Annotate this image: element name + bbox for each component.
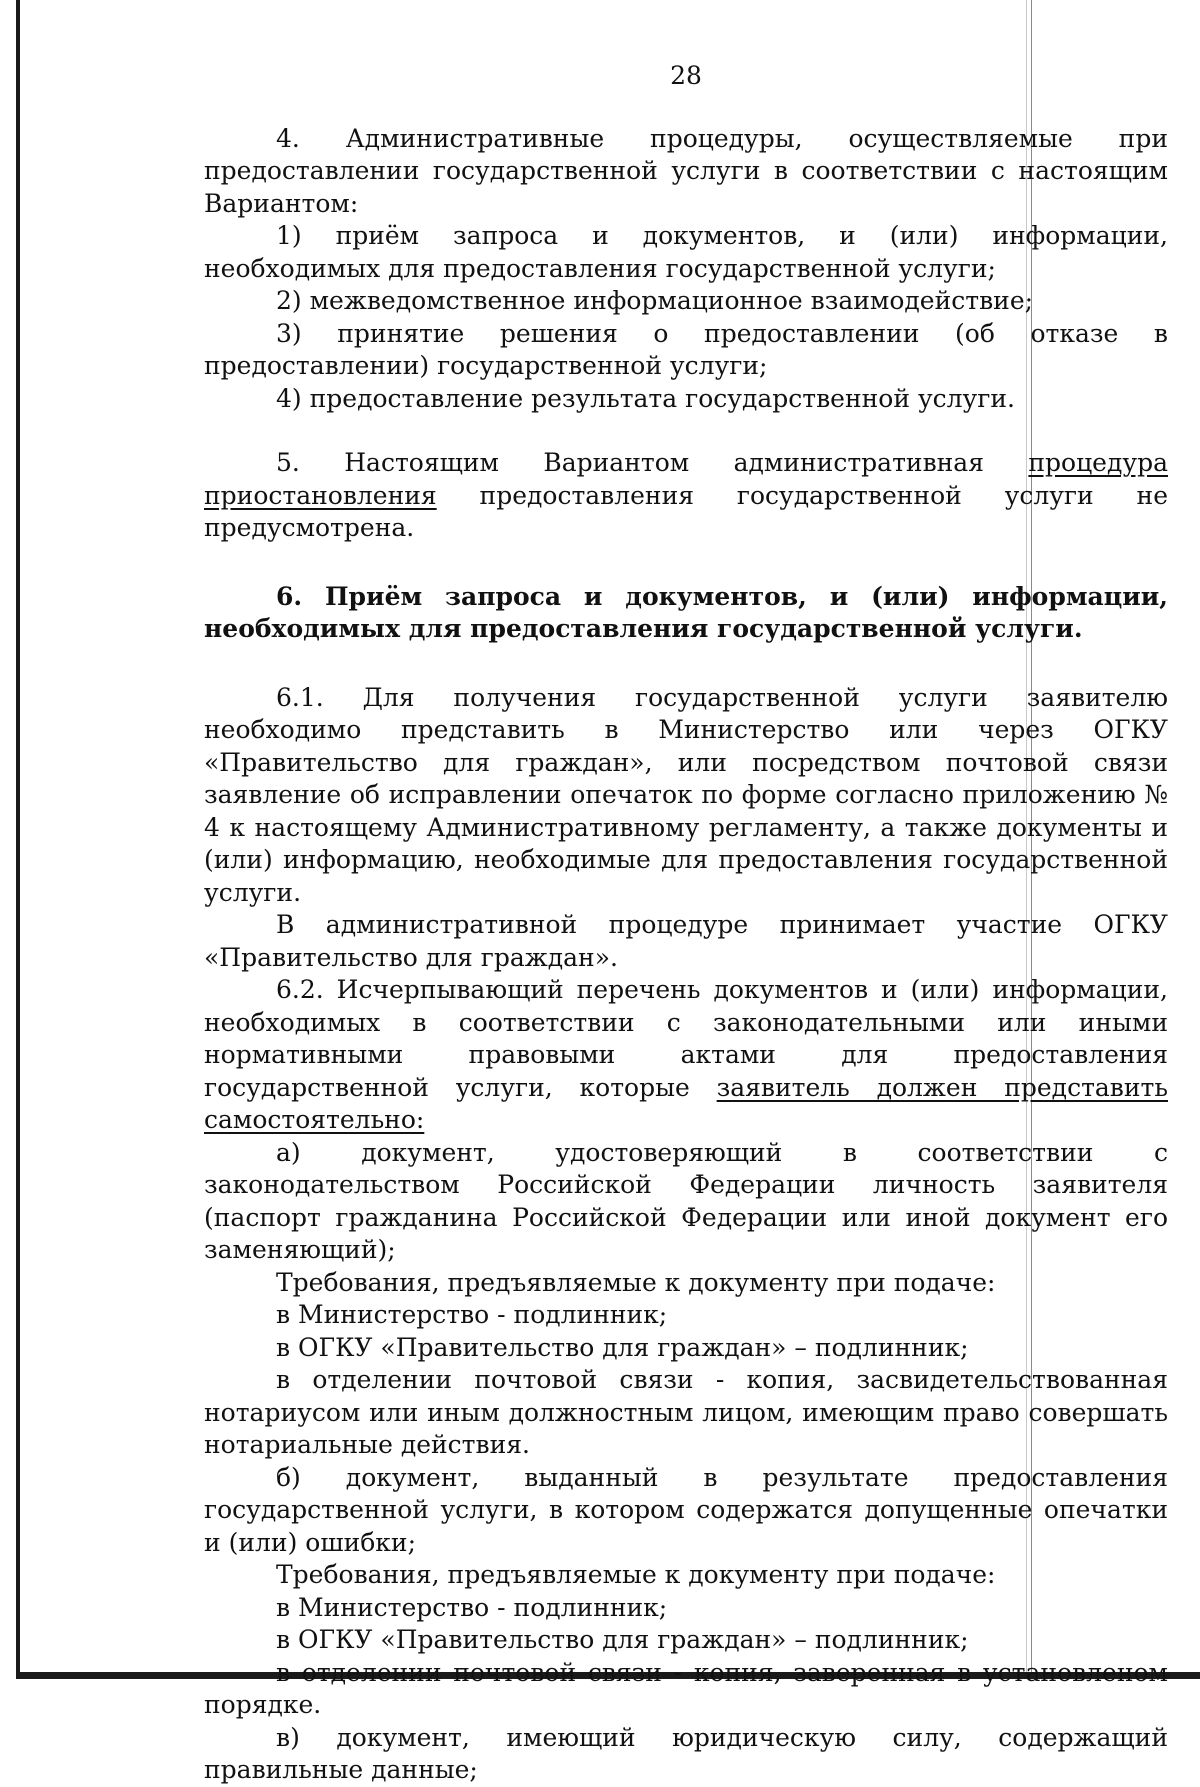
section-4-item-1: 1) приём запроса и документов, и (или) информации, необходимых для предоставления государственной услуги; bbox=[204, 221, 1168, 283]
section-5-paragraph bbox=[204, 447, 1168, 545]
section-4-item-3: 3) принятие решения о предоставлении (об отказе в предоставлении) государственной услуги; bbox=[204, 318, 1168, 380]
item-a-requirement-2: в ОГКУ «Правительство для граждан» – подлинник; bbox=[276, 1332, 969, 1362]
item-b-requirement-3: в отделении почтовой связи - копия, заверенная в установленом порядке. bbox=[204, 1657, 1168, 1719]
section-6-heading: 6. Приём запроса и документов, и (или) информации, необходимых для предоставления государственной услуги. bbox=[204, 581, 1168, 643]
section-5-text-start: 5. Настоящим Вариантом административная bbox=[276, 448, 1029, 477]
paragraph-6-2-text: 6.2. Исчерпывающий перечень документов и (или) информации, необходимых в соответствии с законодательными или иными нормативными правовыми актами для предоставления государственной услуги, которые bbox=[204, 975, 1168, 1102]
item-a-requirement-1: в Министерство - подлинник; bbox=[276, 1300, 668, 1329]
item-a-requirement-3: в отделении почтовой связи - копия, засвидетельствованная нотариусом или иным должностным лицом, имеющим право совершать нотариальные действия. bbox=[204, 1365, 1168, 1459]
item-b-requirement-1: в Министерство - подлинник; bbox=[276, 1592, 668, 1622]
item-b-requirement-2: в ОГКУ «Правительство для граждан» – подлинник; bbox=[276, 1625, 969, 1654]
item-v: в) документ, имеющий юридическую силу, содержащий правильные данные; bbox=[204, 1722, 1168, 1784]
paragraph-6-1-participation: В административной процедуре принимает участие ОГКУ «Правительство для граждан». bbox=[204, 910, 1168, 972]
section-4-item-2: 2) межведомственное информационное взаимодействие; bbox=[276, 286, 1034, 315]
item-a-requirements: Требования, предъявляемые к документу при подаче: bbox=[276, 1267, 996, 1297]
section-4-item-4: 4) предоставление результата государственной услуги. bbox=[276, 383, 1015, 413]
section-5-text-end: предоставления государственной услуги не предусмотрена. bbox=[204, 480, 1168, 542]
item-b: б) документ, выданный в результате предоставления государственной услуги, в котором содержатся допущенные опечатки и (или) ошибки; bbox=[204, 1462, 1168, 1557]
item-a: а) документ, удостоверяющий в соответствии с законодательством Российской Федерации личность заявителя (паспорт гражданина Российской Федерации или иной документ его заменяющий); bbox=[204, 1137, 1168, 1264]
paragraph-6-1: 6.1. Для получения государственной услуги заявителю необходимо представить в Министерство или через ОГКУ «Правительство для граждан», или посредством почтовой связи заявление об исправлении опечаток по форме согласно приложению № 4 к настоящему Административному регламенту, а также документы и (или) информацию, необходимые для предоставления государственной услуги. bbox=[204, 682, 1168, 907]
scan-left-border bbox=[16, 0, 20, 1676]
section-4-intro: 4. Административные процедуры, осуществляемые при предоставлении государственной услуги в соответствии с настоящим Вариантом: bbox=[204, 123, 1168, 218]
page-number: 28 bbox=[670, 61, 702, 90]
item-b-requirements: Требования, предъявляемые к документу при подаче: bbox=[276, 1560, 996, 1589]
document-page bbox=[204, 60, 1168, 1787]
paragraph-6-2 bbox=[204, 974, 1168, 1137]
section-5-underlined-text: процедура приостановления bbox=[204, 448, 1168, 510]
paragraph-6-2-underlined-text: заявитель должен представить самостоятельно: bbox=[204, 1072, 1168, 1134]
